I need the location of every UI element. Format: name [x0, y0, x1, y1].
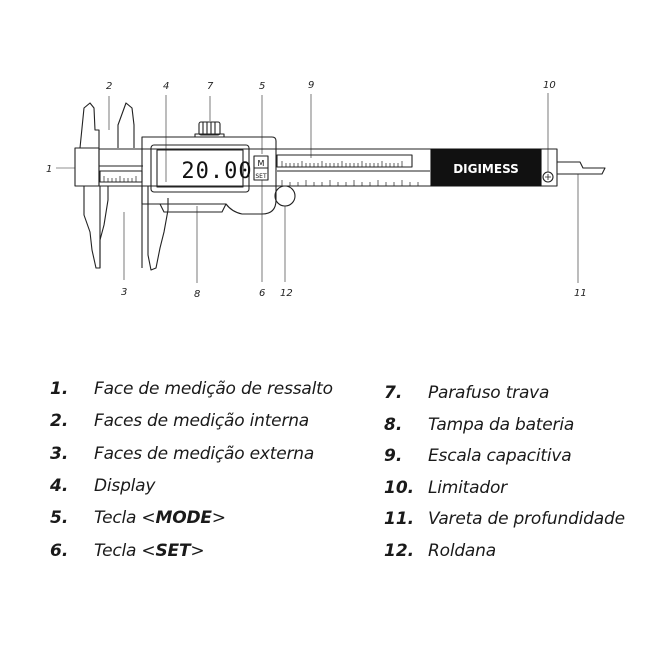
callout-3: 3: [121, 287, 128, 298]
callout-12: 12: [280, 288, 293, 299]
lcd-reading: 20.00: [181, 159, 253, 184]
legend-label: [94, 474, 155, 498]
legend-number: 12.: [384, 541, 415, 561]
legend-item: [384, 413, 634, 437]
legend-label-text: Faces de medição interna: [94, 411, 310, 432]
legend-number: 9.: [384, 446, 403, 467]
legend-label-text: Display: [94, 475, 156, 496]
legend-label-text: Roldana: [428, 541, 496, 561]
legend-right: [384, 381, 634, 571]
locking-screw: [199, 122, 220, 135]
callout-11: 11: [574, 288, 587, 299]
callout-8: 8: [194, 289, 201, 300]
legend-left: [50, 377, 340, 567]
legend-label-text: Vareta de profundidade: [428, 509, 625, 530]
legend-label: [428, 539, 496, 563]
legend-label: [428, 507, 625, 531]
legend-label: [428, 381, 549, 405]
legend-label-text: Face de medição de ressalto: [94, 379, 333, 399]
callout-4: 4: [163, 81, 170, 92]
legend-key-name: MODE: [155, 508, 212, 529]
legend-item: [384, 381, 634, 405]
moving-outer-jaw: [148, 186, 168, 270]
legend-label: [428, 413, 574, 437]
legend-label: [94, 377, 333, 401]
capacitive-scale: [277, 155, 412, 167]
fixed-jaw-body: [75, 148, 99, 186]
callout-1: 1: [46, 164, 53, 175]
mode-button[interactable]: M: [257, 159, 265, 168]
legend-label-text: Tecla <: [94, 508, 156, 529]
legend-number: 2.: [50, 411, 69, 432]
legend-item: [384, 539, 634, 563]
legend-label-suffix: >: [190, 540, 205, 561]
legend-item: [50, 377, 340, 401]
legend-item: [50, 539, 340, 563]
legend-item: [50, 474, 340, 498]
legend-label: [94, 506, 226, 530]
legend-label-text: Limitador: [428, 477, 507, 498]
legend-label-text: Tecla <: [94, 540, 156, 561]
brand-logo: DIGIMESS: [453, 162, 519, 176]
legend-number: 7.: [384, 383, 403, 403]
legend-label-text: Parafuso trava: [428, 383, 550, 403]
legend-label: [428, 476, 507, 500]
legend-label-text: Escala capacitiva: [428, 446, 572, 467]
legend-label: [94, 409, 309, 433]
caliper-diagram: [0, 0, 650, 320]
legend-item: [384, 507, 634, 531]
legend-item: [384, 444, 634, 468]
legend-item: [50, 409, 340, 433]
legend-label: [94, 539, 204, 563]
depth-rod: [557, 162, 605, 174]
legend-number: 10.: [384, 477, 415, 498]
legend-number: 11.: [384, 509, 415, 530]
thumb-roller: [275, 186, 295, 206]
legend-number: 4.: [50, 475, 69, 496]
legend-label-suffix: >: [211, 508, 226, 529]
legend-number: 6.: [50, 540, 69, 561]
callout-5: 5: [259, 81, 266, 92]
callout-10: 10: [543, 80, 556, 91]
callout-7: 7: [207, 81, 214, 92]
legend-label-text: Faces de medição externa: [94, 443, 315, 464]
fixed-outer-jaw: [84, 186, 108, 268]
callout-6: 6: [259, 288, 266, 299]
legend-label: [94, 442, 314, 466]
legend-number: 8.: [384, 414, 403, 435]
moving-inner-jaw: [118, 103, 134, 148]
legend-item: [384, 476, 634, 500]
callout-9: 9: [308, 80, 315, 91]
callout-2: 2: [106, 81, 113, 92]
legend-number: 1.: [50, 379, 69, 399]
legend-key-name: SET: [155, 540, 191, 561]
legend-item: [50, 442, 340, 466]
fixed-inner-jaw: [80, 103, 99, 148]
legend-number: 3.: [50, 443, 69, 464]
battery-cover: [160, 204, 226, 212]
legend-label: [428, 444, 571, 468]
legend-number: 5.: [50, 508, 69, 529]
legend-label-text: Tampa da bateria: [428, 414, 575, 435]
set-button[interactable]: SET: [255, 173, 267, 180]
legend-item: [50, 506, 340, 530]
leader-lines: [56, 93, 578, 283]
